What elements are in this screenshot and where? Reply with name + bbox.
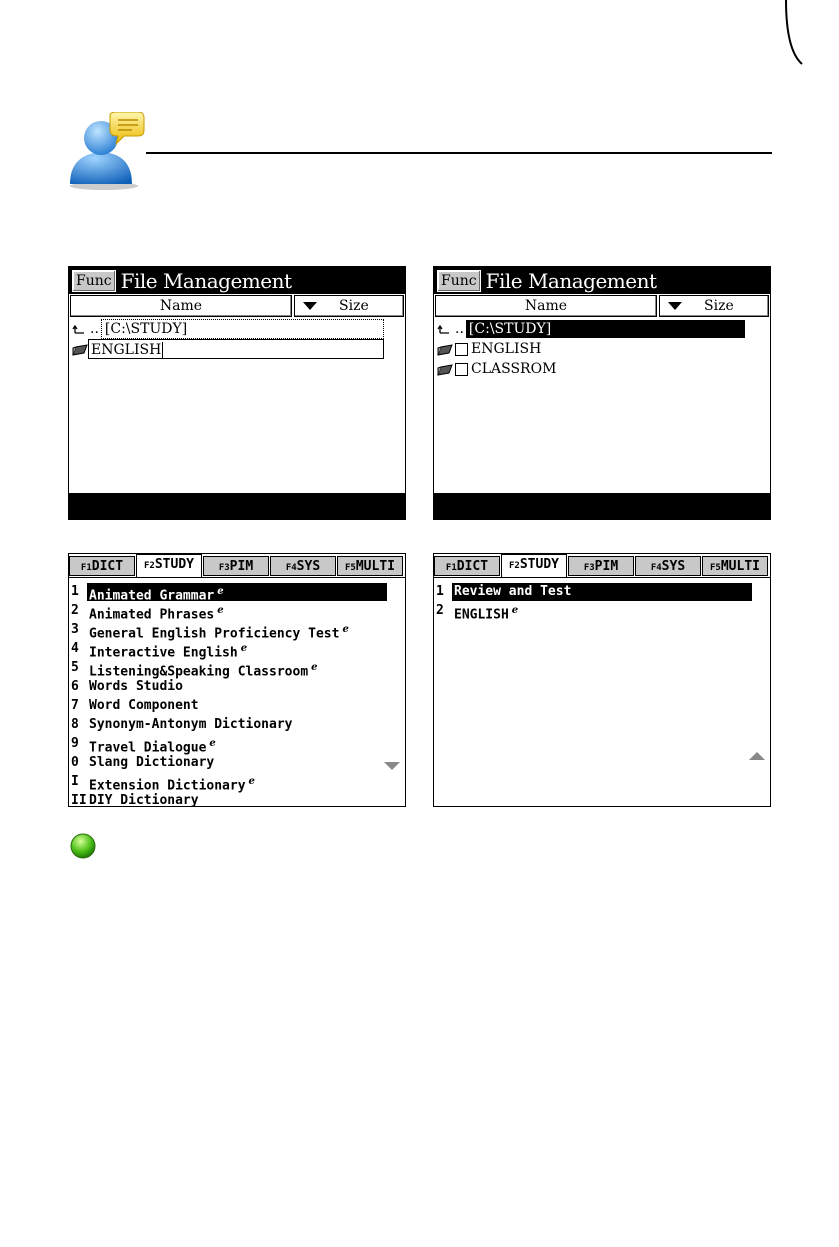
- menu-item-number: I: [71, 774, 79, 789]
- menu-item[interactable]: [69, 658, 405, 677]
- menu-item-number: 7: [71, 698, 79, 713]
- status-bar: [69, 493, 405, 519]
- e-marker-icon: e: [217, 604, 224, 616]
- title-bar: [69, 267, 405, 294]
- menu-item[interactable]: [69, 582, 405, 601]
- menu-item-number: 3: [71, 622, 79, 637]
- e-marker-icon: e: [240, 642, 248, 654]
- folder-checkbox[interactable]: [455, 343, 468, 356]
- tab-dict[interactable]: F1DICT: [69, 556, 135, 576]
- folder-icon: [72, 341, 88, 357]
- up-folder-icon: [437, 321, 453, 337]
- size-column-header[interactable]: Size: [659, 295, 769, 317]
- tip-person-icon: [66, 112, 146, 190]
- e-marker-icon: e: [248, 775, 255, 787]
- title-bar: [434, 267, 770, 294]
- folder-checkbox[interactable]: [455, 363, 468, 376]
- name-column-header[interactable]: Name: [435, 295, 657, 317]
- folder-name: CLASSROM: [471, 361, 557, 377]
- scroll-up-icon[interactable]: [749, 752, 765, 760]
- folder-icon: [437, 341, 453, 357]
- study-menu-screen-updated: [433, 553, 771, 807]
- menu-item-number: 5: [71, 660, 79, 675]
- menu-item[interactable]: [69, 639, 405, 658]
- menu-item-label: Travel Dialogue $^e$: [89, 737, 216, 755]
- tab-pim[interactable]: F3PIM: [568, 556, 634, 576]
- function-tabs: [69, 554, 405, 578]
- current-path: [C:\STUDY]: [101, 319, 384, 339]
- menu-item-label: General English Proficiency Test $^e$: [89, 623, 349, 641]
- func-button[interactable]: Func: [72, 270, 116, 292]
- tab-study[interactable]: F2STUDY: [136, 554, 202, 577]
- menu-item-number: 1: [71, 584, 79, 599]
- scroll-down-icon[interactable]: [384, 762, 400, 770]
- size-column-header[interactable]: Size: [294, 295, 404, 317]
- menu-item-label: Animated Grammar $^e$: [87, 583, 387, 601]
- menu-item-label: Review and Test: [452, 583, 752, 601]
- study-menu-list: [434, 582, 770, 620]
- tab-dict[interactable]: F1DICT: [434, 556, 500, 576]
- study-menu-screen: [68, 553, 406, 807]
- menu-item-label: Synonym-Antonym Dictionary: [89, 716, 293, 732]
- menu-item[interactable]: [69, 753, 405, 772]
- green-bullet-icon: [70, 833, 96, 859]
- folder-row[interactable]: [437, 359, 556, 379]
- e-marker-icon: e: [511, 604, 519, 616]
- menu-item-label: ENGLISH $^e$: [454, 604, 519, 622]
- menu-item-label: Listening&Speaking Classroom $^e$: [89, 661, 318, 679]
- menu-item[interactable]: [434, 582, 770, 601]
- e-marker-icon: e: [342, 623, 349, 635]
- menu-item[interactable]: [69, 601, 405, 620]
- folder-row[interactable]: [437, 339, 541, 359]
- menu-item-label: Slang Dictionary: [89, 754, 215, 770]
- menu-item-number: 6: [71, 679, 79, 694]
- e-marker-icon: e: [209, 737, 216, 749]
- menu-item-label: Word Component: [89, 697, 199, 713]
- tab-sys[interactable]: F4SYS: [270, 556, 336, 576]
- menu-item-number: 4: [71, 641, 79, 656]
- menu-item[interactable]: [69, 677, 405, 696]
- parent-folder-row[interactable]: .. [C:\STUDY]: [437, 319, 745, 339]
- e-marker-icon: e: [217, 585, 224, 597]
- menu-item-number: 0: [71, 755, 79, 770]
- screen-title: File Management: [485, 268, 657, 293]
- menu-item[interactable]: [69, 715, 405, 734]
- menu-item[interactable]: [69, 734, 405, 753]
- e-marker-icon: e: [311, 661, 318, 673]
- folder-name-input[interactable]: ENGLISH: [88, 339, 384, 359]
- menu-item-label: Words Studio: [89, 678, 183, 694]
- tab-sys[interactable]: F4SYS: [635, 556, 701, 576]
- name-column-header[interactable]: Name: [70, 295, 292, 317]
- menu-item-number: 2: [71, 603, 79, 618]
- header-rule: [146, 152, 772, 154]
- tab-multi[interactable]: F5MULTI: [702, 556, 768, 576]
- menu-item-number: 9: [71, 736, 79, 751]
- menu-item-number: 1: [436, 584, 444, 599]
- menu-item-label: Animated Phrases $^e$: [89, 604, 224, 622]
- screen-title: File Management: [120, 268, 292, 293]
- menu-item-number: II: [71, 793, 87, 807]
- menu-item-number: 8: [71, 717, 79, 732]
- function-tabs: [434, 554, 770, 578]
- menu-item-label: Interactive English $^e$: [89, 642, 248, 660]
- sort-down-icon: [303, 302, 317, 310]
- file-management-screen-rename: [68, 266, 406, 520]
- file-management-screen-result: [433, 266, 771, 520]
- folder-name: ENGLISH: [471, 341, 542, 357]
- menu-item[interactable]: [69, 620, 405, 639]
- tab-pim[interactable]: F3PIM: [203, 556, 269, 576]
- current-path: [C:\STUDY]: [466, 320, 745, 338]
- parent-folder-row[interactable]: .. [C:\STUDY]: [72, 319, 384, 339]
- func-button[interactable]: Func: [437, 270, 481, 292]
- menu-item[interactable]: [69, 696, 405, 715]
- tab-multi[interactable]: F5MULTI: [337, 556, 403, 576]
- folder-icon: [437, 361, 453, 377]
- status-bar: [434, 493, 770, 519]
- menu-item-number: 2: [436, 603, 444, 618]
- menu-item[interactable]: [434, 601, 770, 620]
- menu-item[interactable]: [69, 772, 405, 791]
- menu-item[interactable]: [69, 791, 405, 807]
- sort-down-icon: [668, 302, 682, 310]
- menu-item-label: Extension Dictionary $^e$: [89, 775, 255, 793]
- up-folder-icon: [72, 321, 88, 337]
- tab-study[interactable]: F2STUDY: [501, 554, 567, 577]
- new-folder-row[interactable]: [72, 339, 384, 359]
- study-menu-list: [69, 582, 405, 807]
- menu-item-label: DIY Dictionary: [89, 792, 199, 807]
